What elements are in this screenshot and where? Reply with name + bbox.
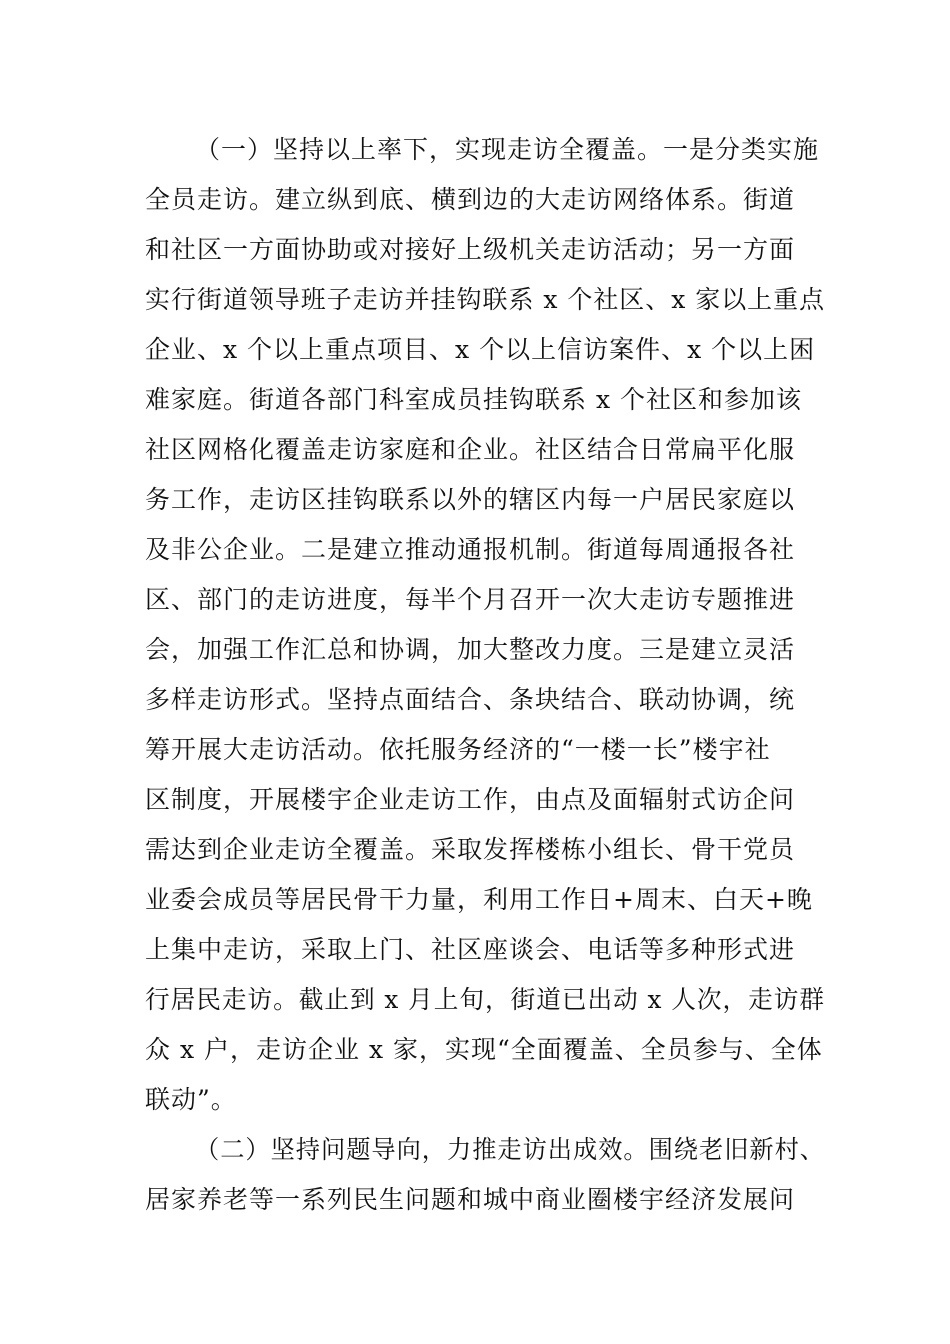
paragraph-1-line-9: 及非公企业。二是建立推动通报机制。街道每周通报各社 bbox=[145, 535, 796, 564]
paragraph-1-line-14: 区制度，开展楼宇企业走访工作，由点及面辐射式访企问 bbox=[145, 785, 796, 814]
paragraph-1-line-10: 区、部门的走访进度，每半个月召开一次大走访专题推进 bbox=[145, 585, 796, 614]
paragraph-1-line-12: 多样走访形式。坚持点面结合、条块结合、联动协调，统 bbox=[145, 685, 796, 714]
paragraph-2-line-1: （二）坚持问题导向，力推走访出成效。围绕老旧新村、 bbox=[195, 1135, 826, 1164]
paragraph-1-line-11: 会，加强工作汇总和协调，加大整改力度。三是建立灵活 bbox=[145, 635, 796, 664]
paragraph-2-line-2: 居家养老等一系列民生问题和城中商业圈楼宇经济发展问 bbox=[145, 1185, 796, 1214]
paragraph-1-line-16: 业委会成员等居民骨干力量，利用工作日+周末、白天+晚 bbox=[145, 885, 813, 914]
paragraph-1-line-18: 行居民走访。截止到 x 月上旬，街道已出动 x 人次，走访群 bbox=[145, 985, 825, 1014]
paragraph-1-line-20: 联动”。 bbox=[145, 1085, 237, 1114]
paragraph-1-line-8: 务工作，走访区挂钩联系以外的辖区内每一户居民家庭以 bbox=[145, 485, 796, 514]
paragraph-1-line-2: 全员走访。建立纵到底、横到边的大走访网络体系。街道 bbox=[145, 185, 796, 214]
paragraph-1-line-17: 上集中走访，采取上门、社区座谈会、电话等多种形式进 bbox=[145, 935, 796, 964]
paragraph-1-line-15: 需达到企业走访全覆盖。采取发挥楼栋小组长、骨干党员 bbox=[145, 835, 796, 864]
paragraph-1-line-7: 社区网格化覆盖走访家庭和企业。社区结合日常扁平化服 bbox=[145, 435, 796, 464]
paragraph-1-line-5: 企业、x 个以上重点项目、x 个以上信访案件、x 个以上困 bbox=[145, 335, 816, 364]
paragraph-1-line-4: 实行街道领导班子走访并挂钩联系 x 个社区、x 家以上重点 bbox=[145, 285, 826, 314]
paragraph-1-line-13: 筹开展大走访活动。依托服务经济的“一楼一长”楼宇社 bbox=[145, 735, 771, 764]
paragraph-1-line-3: 和社区一方面协助或对接好上级机关走访活动；另一方面 bbox=[145, 235, 796, 264]
paragraph-1-line-6: 难家庭。街道各部门科室成员挂钩联系 x 个社区和参加该 bbox=[145, 385, 802, 414]
paragraph-1-line-1: （一）坚持以上率下，实现走访全覆盖。一是分类实施 bbox=[195, 135, 820, 164]
paragraph-1-line-19: 众 x 户，走访企业 x 家，实现“全面覆盖、全员参与、全体 bbox=[145, 1035, 823, 1064]
